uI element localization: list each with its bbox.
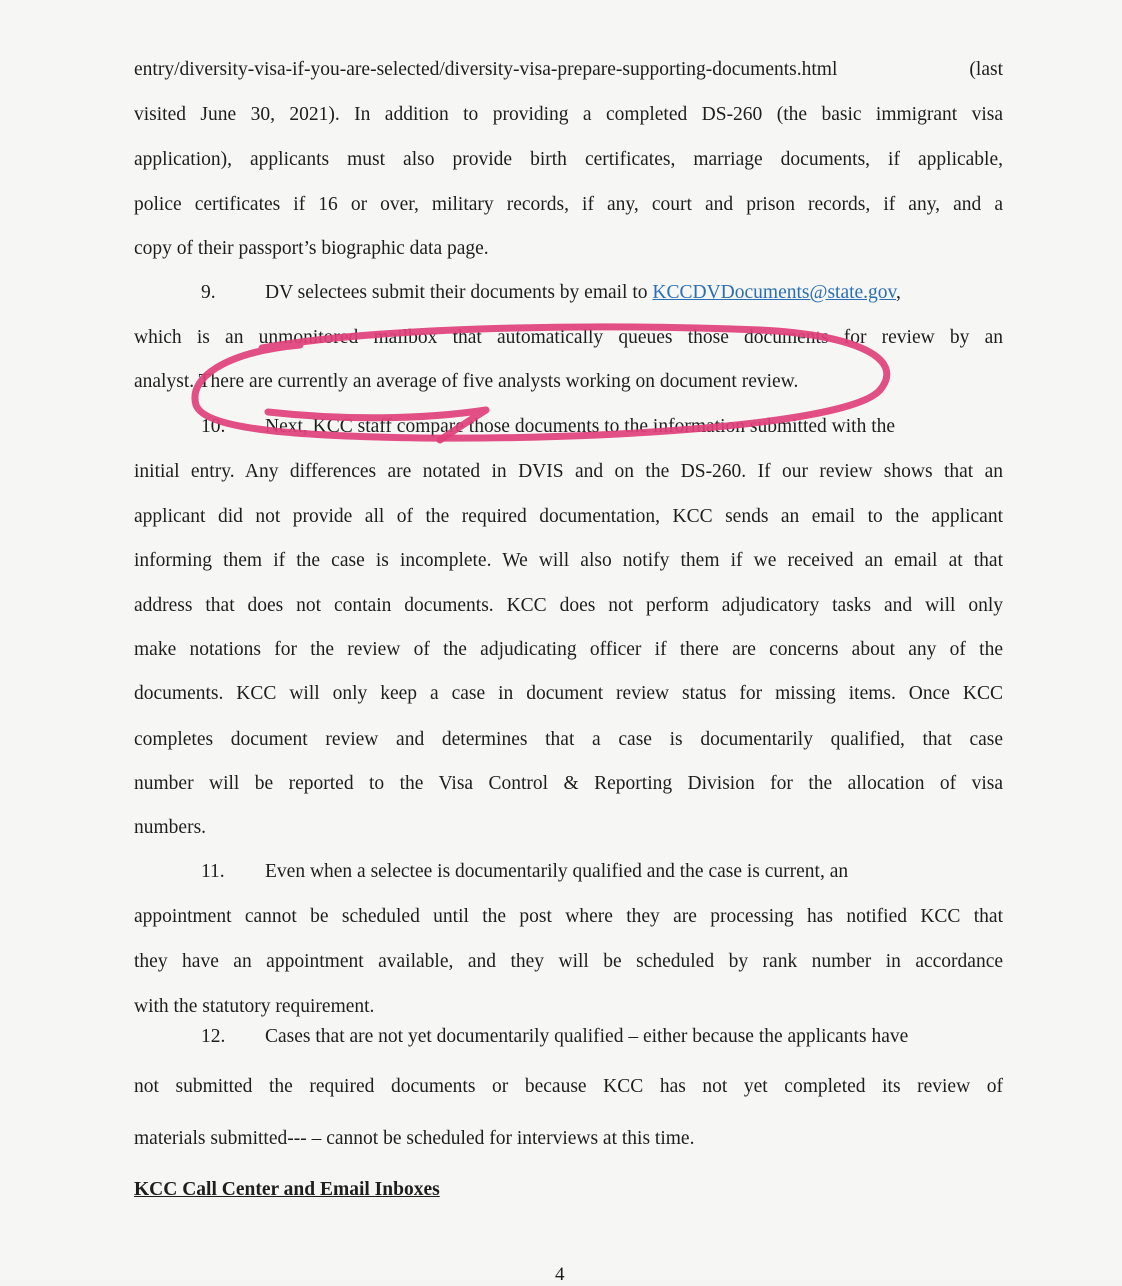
- paragraph-number: 12.: [201, 1026, 226, 1047]
- text-line: which is an unmonitored mailbox that automatically queues those documents for review by an: [134, 327, 1003, 348]
- email-link[interactable]: KCCDVDocuments@state.gov: [652, 282, 897, 303]
- text-line: entry/diversity-visa-if-you-are-selected/diversity-visa-prepare-supporting-documents.html (last: [134, 59, 1003, 80]
- text-line: police certificates if 16 or over, military records, if any, court and prison records, if any, and a: [134, 194, 1003, 215]
- paragraph-12-first-line: [134, 1025, 1003, 1049]
- text-line: not submitted the required documents or because KCC has not yet completed its review of: [134, 1076, 1003, 1097]
- highlighted-text-line: analyst. There are currently an average of five analysts working on document review.: [134, 371, 799, 392]
- text-line: they have an appointment available, and they will be scheduled by rank number in accordance: [134, 951, 1003, 972]
- text-line: visited June 30, 2021). In addition to providing a completed DS-260 (the basic immigrant visa: [134, 104, 1003, 125]
- text-line: completes document review and determines that a case is documentarily qualified, that case: [134, 729, 1003, 750]
- section-heading: KCC Call Center and Email Inboxes: [134, 1179, 440, 1200]
- paragraph-10-first-line: [134, 415, 1003, 439]
- text-line: with the statutory requirement.: [134, 996, 375, 1017]
- text-span: ,: [896, 282, 901, 303]
- paragraph-number: 11.: [201, 861, 225, 882]
- text-line: number will be reported to the Visa Control & Reporting Division for the allocation of visa: [134, 773, 1003, 794]
- text-line: appointment cannot be scheduled until the post where they are processing has notified KCC that: [134, 906, 1003, 927]
- text-line: application), applicants must also provide birth certificates, marriage documents, if applicable,: [134, 149, 1003, 170]
- paragraph-number: 9.: [201, 282, 216, 303]
- text-line: applicant did not provide all of the required documentation, KCC sends an email to the applicant: [134, 506, 1003, 527]
- page-number: 4: [555, 1264, 565, 1285]
- text-line: materials submitted--- – cannot be scheduled for interviews at this time.: [134, 1128, 695, 1149]
- text-span: Even when a selectee is documentarily qualified and the case is current, an: [265, 861, 849, 882]
- text-line: address that does not contain documents. KCC does not perform adjudicatory tasks and will only: [134, 595, 1003, 616]
- paragraph-9-first-line: [134, 281, 1003, 305]
- text-line: make notations for the review of the adjudicating officer if there are concerns about any of the: [134, 639, 1003, 660]
- text-line: documents. KCC will only keep a case in document review status for missing items. Once KCC: [134, 683, 1003, 704]
- paragraph-11-first-line: [134, 860, 1003, 884]
- text-span: DV selectees submit their documents by email to: [265, 282, 653, 303]
- text-line: copy of their passport’s biographic data page.: [134, 238, 489, 259]
- text-line: informing them if the case is incomplete. We will also notify them if we received an email at that: [134, 550, 1003, 571]
- paragraph-number: 10.: [201, 416, 226, 437]
- text-line: numbers.: [134, 817, 207, 838]
- text-span: Next, KCC staff compare those documents to the information submitted with the: [265, 416, 896, 437]
- text-line: initial entry. Any differences are notated in DVIS and on the DS-260. If our review shows that an: [134, 461, 1003, 482]
- text-span: Cases that are not yet documentarily qualified – either because the applicants have: [265, 1026, 909, 1047]
